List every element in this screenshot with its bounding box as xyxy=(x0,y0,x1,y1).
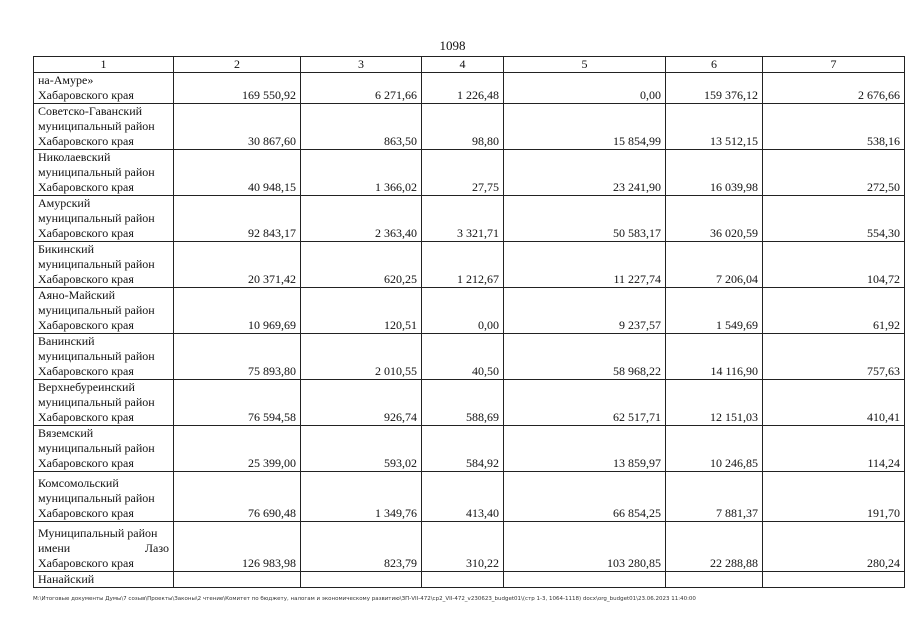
municipality-name-line: Хабаровского края xyxy=(38,318,134,332)
value-cell-col-6: 13 512,15 xyxy=(666,104,763,150)
value-cell-col-5 xyxy=(504,572,666,588)
name-word: Лазо xyxy=(144,541,169,555)
value-cell-col-3: 6 271,66 xyxy=(301,73,422,104)
value-cell-col-3: 620,25 xyxy=(301,242,422,288)
value-cell-col-3: 2 363,40 xyxy=(301,196,422,242)
budget-table xyxy=(33,56,905,588)
municipality-name-line: муниципальный район xyxy=(38,303,155,317)
municipality-name-cell xyxy=(34,196,174,242)
municipality-name-line: Хабаровского края xyxy=(38,364,134,378)
municipality-name-line: муниципальный район xyxy=(38,119,155,133)
value-cell-col-4 xyxy=(422,572,504,588)
page-number: 1098 xyxy=(439,38,466,53)
table-row xyxy=(34,380,905,426)
value-cell-col-6: 36 020,59 xyxy=(666,196,763,242)
municipality-name-cell xyxy=(34,150,174,196)
value-cell-col-4: 1 226,48 xyxy=(422,73,504,104)
value-cell-col-6: 12 151,03 xyxy=(666,380,763,426)
value-cell-col-5: 11 227,74 xyxy=(504,242,666,288)
municipality-name-line: на-Амуре» xyxy=(38,73,94,87)
value-cell-col-4: 1 212,67 xyxy=(422,242,504,288)
municipality-name-cell xyxy=(34,472,174,522)
column-number-5: 5 xyxy=(504,57,666,73)
municipality-name-line: Николаевский xyxy=(38,150,111,164)
value-cell-col-6: 159 376,12 xyxy=(666,73,763,104)
value-cell-col-4: 40,50 xyxy=(422,334,504,380)
value-cell-col-6: 7 206,04 xyxy=(666,242,763,288)
value-cell-col-6: 1 549,69 xyxy=(666,288,763,334)
table-row xyxy=(34,472,905,522)
table-row xyxy=(34,522,905,572)
value-cell-col-7: 2 676,66 xyxy=(763,73,905,104)
table-row xyxy=(34,242,905,288)
municipality-name-line: Советско-Гаванский xyxy=(38,104,143,118)
value-cell-col-7: 272,50 xyxy=(763,150,905,196)
value-cell-col-2: 92 843,17 xyxy=(174,196,301,242)
value-cell-col-6: 7 881,37 xyxy=(666,472,763,522)
municipality-name-line: муниципальный район xyxy=(38,165,155,179)
municipality-name-line: Ванинский xyxy=(38,334,95,348)
table-row xyxy=(34,104,905,150)
value-cell-col-6: 10 246,85 xyxy=(666,426,763,472)
column-number-4: 4 xyxy=(422,57,504,73)
value-cell-col-5: 23 241,90 xyxy=(504,150,666,196)
municipality-name-line: муниципальный район xyxy=(38,395,155,409)
value-cell-col-4: 3 321,71 xyxy=(422,196,504,242)
value-cell-col-5: 13 859,97 xyxy=(504,426,666,472)
value-cell-col-2: 25 399,00 xyxy=(174,426,301,472)
municipality-name-cell xyxy=(34,242,174,288)
value-cell-col-3: 863,50 xyxy=(301,104,422,150)
value-cell-col-2: 40 948,15 xyxy=(174,150,301,196)
column-number-row xyxy=(34,57,905,73)
municipality-name-cell xyxy=(34,288,174,334)
municipality-name-line: Нанайский xyxy=(38,572,95,586)
value-cell-col-5: 62 517,71 xyxy=(504,380,666,426)
value-cell-col-2: 10 969,69 xyxy=(174,288,301,334)
table-row xyxy=(34,572,905,588)
municipality-name-line: Комсомольский xyxy=(38,476,119,490)
municipality-name-line: Хабаровского края xyxy=(38,226,134,240)
value-cell-col-5: 58 968,22 xyxy=(504,334,666,380)
table-row xyxy=(34,334,905,380)
column-number-2: 2 xyxy=(174,57,301,73)
municipality-name-cell xyxy=(34,73,174,104)
value-cell-col-5: 0,00 xyxy=(504,73,666,104)
municipality-name-line: муниципальный район xyxy=(38,211,155,225)
value-cell-col-4: 0,00 xyxy=(422,288,504,334)
value-cell-col-7: 114,24 xyxy=(763,426,905,472)
municipality-name-line: Вяземский xyxy=(38,426,94,440)
value-cell-col-3: 593,02 xyxy=(301,426,422,472)
value-cell-col-7: 410,41 xyxy=(763,380,905,426)
municipality-name-line: Хабаровского края xyxy=(38,88,134,102)
municipality-name-cell xyxy=(34,572,174,588)
value-cell-col-4: 310,22 xyxy=(422,522,504,572)
value-cell-col-3 xyxy=(301,572,422,588)
table-row xyxy=(34,150,905,196)
value-cell-col-2: 76 594,58 xyxy=(174,380,301,426)
name-word: имени xyxy=(38,541,71,555)
value-cell-col-7: 280,24 xyxy=(763,522,905,572)
table-row xyxy=(34,426,905,472)
value-cell-col-6 xyxy=(666,572,763,588)
municipality-name-line: Верхнебуреинский xyxy=(38,380,135,394)
value-cell-col-6: 22 288,88 xyxy=(666,522,763,572)
value-cell-col-3: 823,79 xyxy=(301,522,422,572)
value-cell-col-4: 588,69 xyxy=(422,380,504,426)
municipality-name-cell xyxy=(34,104,174,150)
municipality-name-line: муниципальный район xyxy=(38,349,155,363)
value-cell-col-7 xyxy=(763,572,905,588)
value-cell-col-7: 191,70 xyxy=(763,472,905,522)
value-cell-col-5: 15 854,99 xyxy=(504,104,666,150)
value-cell-col-4: 584,92 xyxy=(422,426,504,472)
value-cell-col-5: 9 237,57 xyxy=(504,288,666,334)
value-cell-col-6: 14 116,90 xyxy=(666,334,763,380)
value-cell-col-3: 2 010,55 xyxy=(301,334,422,380)
table-row xyxy=(34,73,905,104)
municipality-name-line: Амурский xyxy=(38,196,91,210)
value-cell-col-5: 66 854,25 xyxy=(504,472,666,522)
value-cell-col-6: 16 039,98 xyxy=(666,150,763,196)
value-cell-col-4: 98,80 xyxy=(422,104,504,150)
value-cell-col-2: 30 867,60 xyxy=(174,104,301,150)
value-cell-col-7: 61,92 xyxy=(763,288,905,334)
value-cell-col-7: 538,16 xyxy=(763,104,905,150)
municipality-name-line: Хабаровского края xyxy=(38,456,134,470)
municipality-name-line: Хабаровского края xyxy=(38,134,134,148)
value-cell-col-7: 104,72 xyxy=(763,242,905,288)
column-number-6: 6 xyxy=(666,57,763,73)
value-cell-col-2 xyxy=(174,572,301,588)
value-cell-col-4: 27,75 xyxy=(422,150,504,196)
value-cell-col-5: 103 280,85 xyxy=(504,522,666,572)
municipality-name-line: Хабаровского края xyxy=(38,506,134,520)
value-cell-col-7: 757,63 xyxy=(763,334,905,380)
value-cell-col-3: 926,74 xyxy=(301,380,422,426)
value-cell-col-2: 169 550,92 xyxy=(174,73,301,104)
column-number-7: 7 xyxy=(763,57,905,73)
municipality-name-line xyxy=(38,541,169,556)
municipality-name-line: Бикинский xyxy=(38,242,94,256)
value-cell-col-3: 1 366,02 xyxy=(301,150,422,196)
table-row xyxy=(34,288,905,334)
municipality-name-line: Хабаровского края xyxy=(38,556,134,570)
document-path-footer: M:\Итоговые документы Думы\7 созыв\Проекты\Законы\2 чтение\Комитет по бюджету, налогам и экономическому развитию\ЗП-VII-472\cp2_VII-472_v230623_budget01\(стр 1-3, 1064-1118) docx\org_budget01\23.06.2023 11:40:00 xyxy=(33,596,696,602)
value-cell-col-3: 120,51 xyxy=(301,288,422,334)
municipality-name-cell xyxy=(34,522,174,572)
table-row xyxy=(34,196,905,242)
municipality-name-line: муниципальный район xyxy=(38,257,155,271)
value-cell-col-4: 413,40 xyxy=(422,472,504,522)
column-number-1: 1 xyxy=(34,57,174,73)
value-cell-col-3: 1 349,76 xyxy=(301,472,422,522)
column-number-3: 3 xyxy=(301,57,422,73)
municipality-name-cell xyxy=(34,426,174,472)
municipality-name-line: Хабаровского края xyxy=(38,272,134,286)
municipality-name-line: муниципальный район xyxy=(38,491,155,505)
value-cell-col-2: 126 983,98 xyxy=(174,522,301,572)
municipality-name-cell xyxy=(34,380,174,426)
municipality-name-line: Хабаровского края xyxy=(38,180,134,194)
municipality-name-line: Аяно-Майский xyxy=(38,288,116,302)
value-cell-col-2: 75 893,80 xyxy=(174,334,301,380)
municipality-name-line: Муниципальный район xyxy=(38,526,158,540)
municipality-name-line: Хабаровского края xyxy=(38,410,134,424)
value-cell-col-2: 76 690,48 xyxy=(174,472,301,522)
value-cell-col-7: 554,30 xyxy=(763,196,905,242)
municipality-name-cell xyxy=(34,334,174,380)
municipality-name-line: муниципальный район xyxy=(38,441,155,455)
value-cell-col-2: 20 371,42 xyxy=(174,242,301,288)
value-cell-col-5: 50 583,17 xyxy=(504,196,666,242)
